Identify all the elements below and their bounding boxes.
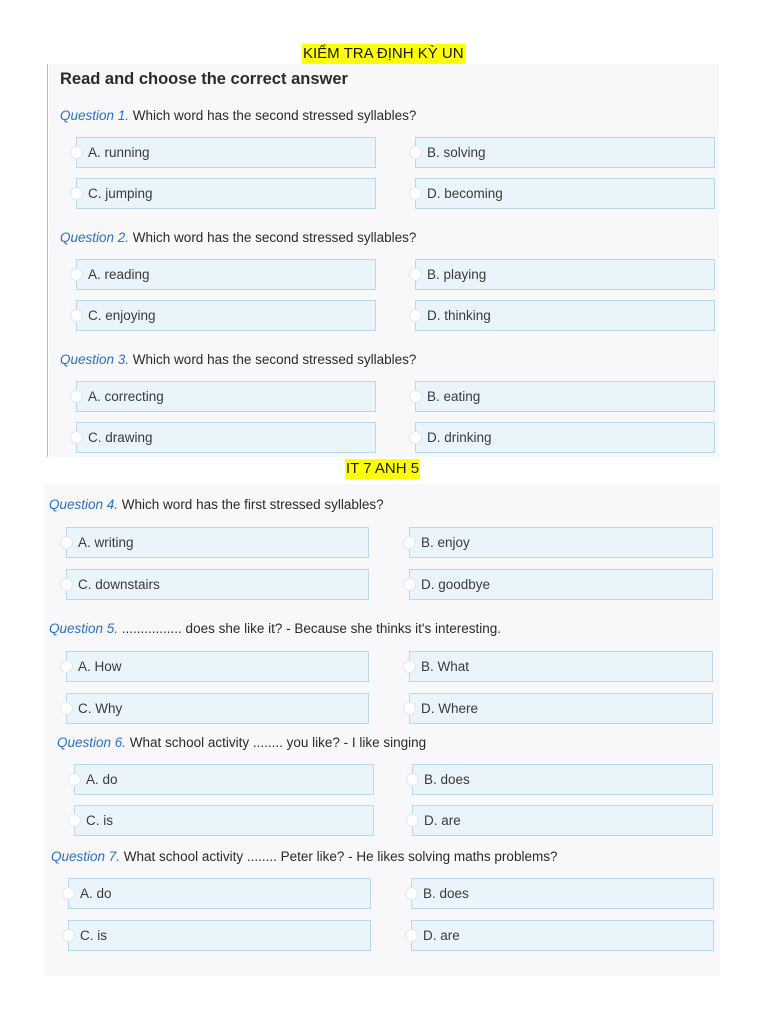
question-2-option-b[interactable]	[415, 259, 715, 290]
question-number: Question 5.	[49, 621, 119, 636]
option-label: D. becoming	[427, 186, 503, 201]
document-title: KIỂM TRA ĐỊNH KỲ UN	[303, 45, 464, 62]
option-label: C. downstairs	[78, 577, 160, 592]
option-label: C. Why	[78, 701, 123, 716]
question-7-prompt	[51, 848, 557, 866]
question-1-option-c[interactable]	[76, 178, 376, 209]
radio-button-icon[interactable]	[403, 660, 416, 673]
question-2-prompt	[60, 229, 416, 247]
option-label: B. does	[424, 772, 470, 787]
question-2-option-d[interactable]	[415, 300, 715, 331]
panel-left-border	[47, 64, 48, 457]
radio-button-icon[interactable]	[60, 536, 73, 549]
option-label: B. enjoy	[421, 535, 470, 550]
option-label: B. playing	[427, 267, 487, 282]
question-text: What school activity ........ Peter like? - He likes solving maths problems?	[120, 849, 558, 864]
radio-button-icon[interactable]	[409, 390, 422, 403]
question-5-option-a[interactable]	[66, 651, 369, 682]
radio-button-icon[interactable]	[70, 390, 83, 403]
question-1-option-a[interactable]	[76, 137, 376, 168]
radio-button-icon[interactable]	[68, 773, 81, 786]
radio-button-icon[interactable]	[409, 309, 422, 322]
option-label: D. are	[423, 928, 460, 943]
option-label: C. drawing	[88, 430, 153, 445]
option-label: B. What	[421, 659, 470, 674]
radio-button-icon[interactable]	[405, 887, 418, 900]
question-6-option-c[interactable]	[74, 805, 374, 836]
question-4-option-b[interactable]	[409, 527, 713, 558]
question-6-option-b[interactable]	[412, 764, 713, 795]
question-text: ................ does she like it? - Because she thinks it's interesting.	[118, 621, 502, 636]
radio-button-icon[interactable]	[405, 929, 418, 942]
question-number: Question 6.	[57, 735, 127, 750]
option-label: A. do	[86, 772, 118, 787]
question-5-option-b[interactable]	[409, 651, 713, 682]
option-label: D. are	[424, 813, 461, 828]
option-label: A. running	[88, 145, 150, 160]
question-7-option-b[interactable]	[411, 878, 714, 909]
question-number: Question 4.	[49, 497, 119, 512]
radio-button-icon[interactable]	[60, 660, 73, 673]
question-text: Which word has the second stressed syllables?	[129, 108, 417, 123]
option-label: A. reading	[88, 267, 150, 282]
option-label: D. Where	[421, 701, 479, 716]
question-2-option-c[interactable]	[76, 300, 376, 331]
option-label: D. thinking	[427, 308, 491, 323]
radio-button-icon[interactable]	[60, 702, 73, 715]
question-6-option-a[interactable]	[74, 764, 374, 795]
question-number: Question 1.	[60, 108, 130, 123]
radio-button-icon[interactable]	[68, 814, 81, 827]
radio-button-icon[interactable]	[409, 187, 422, 200]
question-5-prompt	[49, 620, 501, 638]
radio-button-icon[interactable]	[70, 431, 83, 444]
question-text: Which word has the second stressed syllables?	[129, 352, 417, 367]
question-number: Question 7.	[51, 849, 121, 864]
question-text: Which word has the first stressed syllables?	[118, 497, 384, 512]
question-7-option-c[interactable]	[68, 920, 371, 951]
question-6-option-d[interactable]	[412, 805, 713, 836]
option-label: C. is	[86, 813, 113, 828]
radio-button-icon[interactable]	[406, 773, 419, 786]
option-label: D. goodbye	[421, 577, 491, 592]
radio-button-icon[interactable]	[403, 536, 416, 549]
question-3-option-c[interactable]	[76, 422, 376, 453]
question-3-option-a[interactable]	[76, 381, 376, 412]
question-number: Question 3.	[60, 352, 130, 367]
radio-button-icon[interactable]	[403, 578, 416, 591]
question-5-option-c[interactable]	[66, 693, 369, 724]
question-5-option-d[interactable]	[409, 693, 713, 724]
option-label: B. does	[423, 886, 469, 901]
option-label: A. writing	[78, 535, 134, 550]
radio-button-icon[interactable]	[62, 887, 75, 900]
question-7-option-a[interactable]	[68, 878, 371, 909]
section-heading: Read and choose the correct answer	[60, 70, 348, 88]
option-label: C. jumping	[88, 186, 153, 201]
radio-button-icon[interactable]	[70, 309, 83, 322]
option-label: B. solving	[427, 145, 486, 160]
radio-button-icon[interactable]	[403, 702, 416, 715]
option-label: A. correcting	[88, 389, 164, 404]
question-4-prompt	[49, 496, 384, 514]
option-label: A. How	[78, 659, 122, 674]
question-4-option-d[interactable]	[409, 569, 713, 600]
option-label: A. do	[80, 886, 112, 901]
radio-button-icon[interactable]	[409, 146, 422, 159]
radio-button-icon[interactable]	[409, 431, 422, 444]
question-3-prompt	[60, 351, 416, 369]
question-1-option-d[interactable]	[415, 178, 715, 209]
option-label: C. enjoying	[88, 308, 156, 323]
option-label: D. drinking	[427, 430, 492, 445]
radio-button-icon[interactable]	[62, 929, 75, 942]
radio-button-icon[interactable]	[406, 814, 419, 827]
question-6-prompt	[57, 734, 426, 752]
radio-button-icon[interactable]	[409, 268, 422, 281]
question-7-option-d[interactable]	[411, 920, 714, 951]
radio-button-icon[interactable]	[70, 146, 83, 159]
document-subtitle: IT 7 ANH 5	[346, 460, 420, 477]
option-label: B. eating	[427, 389, 481, 404]
question-3-option-d[interactable]	[415, 422, 715, 453]
question-3-option-b[interactable]	[415, 381, 715, 412]
question-4-option-c[interactable]	[66, 569, 369, 600]
radio-button-icon[interactable]	[70, 187, 83, 200]
question-2-option-a[interactable]	[76, 259, 376, 290]
option-label: C. is	[80, 928, 107, 943]
question-4-option-a[interactable]	[66, 527, 369, 558]
radio-button-icon[interactable]	[70, 268, 83, 281]
question-text: Which word has the second stressed syllables?	[129, 230, 417, 245]
question-number: Question 2.	[60, 230, 130, 245]
question-1-prompt	[60, 107, 416, 125]
question-1-option-b[interactable]	[415, 137, 715, 168]
radio-button-icon[interactable]	[60, 578, 73, 591]
question-text: What school activity ........ you like? - I like singing	[126, 735, 427, 750]
